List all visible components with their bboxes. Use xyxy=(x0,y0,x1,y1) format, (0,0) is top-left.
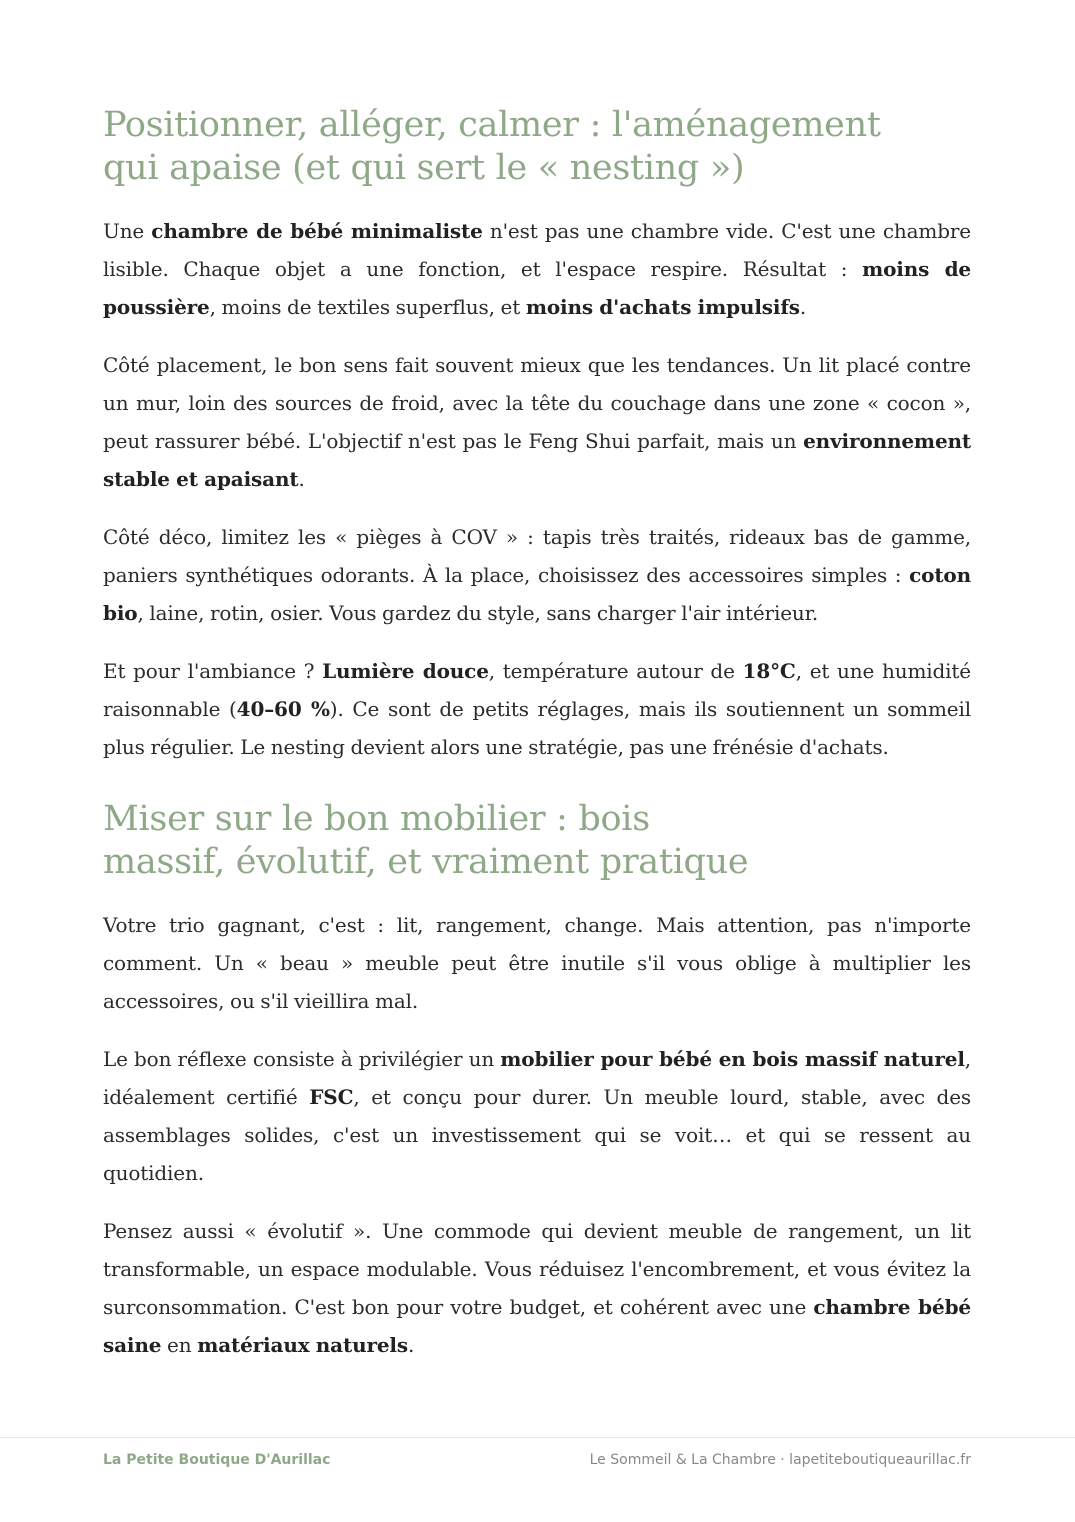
bold-text: matériaux naturels xyxy=(197,1333,408,1357)
text-run: . xyxy=(298,467,305,491)
text-run: Une xyxy=(103,219,152,243)
text-run: , et une humidité raisonnable ( xyxy=(103,659,971,721)
paragraph xyxy=(103,652,971,766)
article-body xyxy=(103,104,971,1384)
text-run: Et pour l'ambiance ? xyxy=(103,659,323,683)
bold-text: mobilier pour bébé en bois massif naturel xyxy=(500,1047,965,1071)
text-run: . xyxy=(799,295,807,319)
bold-text: chambre bébé saine xyxy=(103,1295,971,1357)
text-run: Côté placement, le bon sens fait souvent mieux que les tendances. Un lit placé contre un mur, loin des sources de froid, avec la tête du couchage dans une zone « cocon », peut rassurer bébé. L'objectif n'est pas le Feng Shui parfait, mais un xyxy=(103,353,971,453)
heading-line: Miser sur le bon mobilier : bois xyxy=(103,799,650,839)
page-footer xyxy=(0,1437,1075,1522)
heading-line: massif, évolutif, et vraiment pratique xyxy=(103,842,749,882)
bold-text: moins d'achats impulsifs xyxy=(525,295,800,319)
paragraph xyxy=(103,212,971,326)
paragraph xyxy=(103,346,971,498)
bold-text: 40–60 % xyxy=(236,697,330,721)
paragraph xyxy=(103,1212,971,1364)
paragraph xyxy=(103,906,971,1020)
bold-text: environnement stable et apaisant xyxy=(103,429,971,491)
bold-text: chambre de bébé minimaliste xyxy=(151,219,483,243)
bold-text: moins de poussière xyxy=(103,257,972,319)
section-heading xyxy=(103,798,971,884)
text-run: , et conçu pour durer. Un meuble lourd, stable, avec des assemblages solides, c'est un investissement qui se voit… et qui se ressent au quotidien. xyxy=(103,1085,972,1185)
text-run: Votre trio gagnant, c'est : lit, rangement, change. Mais attention, pas n'importe comment. Un « beau » meuble peut être inutile s'il vous oblige à multiplier les accessoires, ou s'il vieillira mal. xyxy=(103,913,971,1013)
bold-text: FSC xyxy=(309,1085,354,1109)
bold-text: Lumière douce xyxy=(322,659,489,683)
paragraph xyxy=(103,1040,971,1192)
text-run: ). Ce sont de petits réglages, mais ils soutiennent un sommeil plus régulier. Le nesting devient alors une stratégie, pas une frénésie d'achats. xyxy=(103,697,971,759)
text-run: , idéalement certifié xyxy=(103,1047,971,1109)
text-run: , laine, rotin, osier. Vous gardez du style, sans charger l'air intérieur. xyxy=(137,601,819,625)
text-run: , température autour de xyxy=(488,659,743,683)
heading-line: Positionner, alléger, calmer : l'aménagement xyxy=(103,105,881,145)
heading-line: qui apaise (et qui sert le « nesting ») xyxy=(103,148,745,188)
bold-text: coton bio xyxy=(103,563,971,625)
paragraph xyxy=(103,518,971,632)
text-run: . xyxy=(408,1333,415,1357)
text-run: Le bon réflexe consiste à privilégier un xyxy=(103,1047,501,1071)
text-run: Côté déco, limitez les « pièges à COV » : tapis très traités, rideaux bas de gamme, paniers synthétiques odorants. À la place, choisissez des accessoires simples : xyxy=(103,525,971,587)
text-run: n'est pas une chambre vide. C'est une chambre lisible. Chaque objet a une fonction, et l'espace respire. Résultat : xyxy=(103,219,971,281)
text-run: Pensez aussi « évolutif ». Une commode qui devient meuble de rangement, un lit transformable, un espace modulable. Vous réduisez l'encombrement, et vous évitez la surconsommation. C'est bon pour votre budget, et cohérent avec une xyxy=(103,1219,971,1319)
footer-site-info: Le Sommeil & La Chambre · lapetiteboutiqueaurillac.fr xyxy=(589,1452,971,1468)
section-heading xyxy=(103,104,971,190)
bold-text: 18°C xyxy=(742,659,796,683)
text-run: , moins de textiles superflus, et xyxy=(209,295,526,319)
footer-brand: La Petite Boutique D'Aurillac xyxy=(103,1452,331,1468)
text-run: en xyxy=(161,1333,198,1357)
